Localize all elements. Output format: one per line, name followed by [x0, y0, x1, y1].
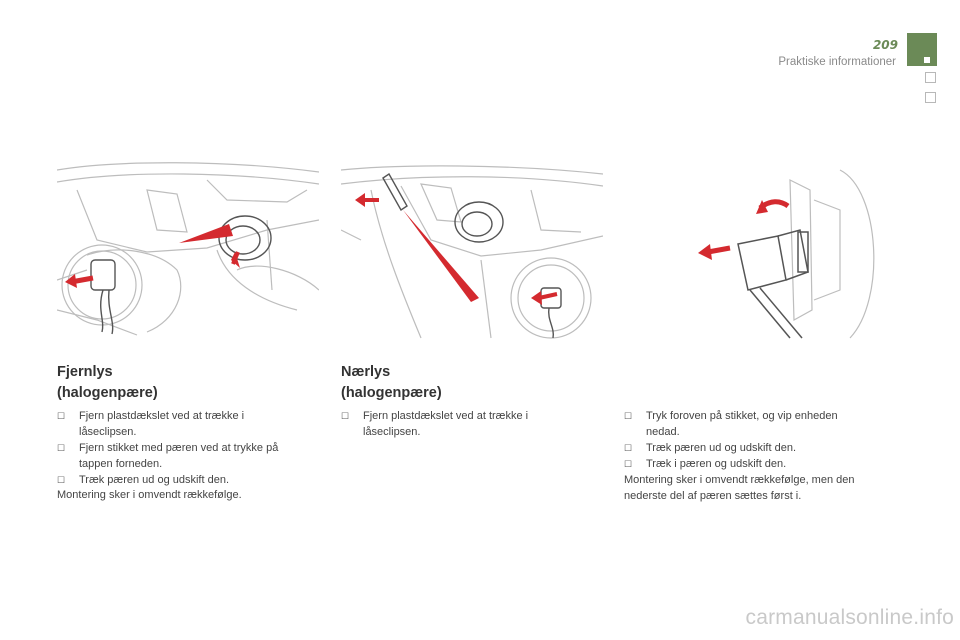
ballot-box-icon: ☐ — [624, 443, 633, 453]
ballot-box-icon: ☐ — [57, 411, 66, 421]
low-beam-illustration — [341, 160, 603, 340]
page-number: 209 — [872, 38, 898, 52]
list-item: ☐ Fjern stikket med pæren ved at trykke på tappen forneden. — [57, 442, 279, 470]
ballot-box-icon: ☐ — [57, 475, 66, 485]
list-item: ☐ Tryk foroven på stikket, og vip enheden nedad. — [624, 410, 838, 438]
watermark: carmanualsonline.info — [745, 606, 954, 629]
ballot-box-icon: ☐ — [624, 459, 633, 469]
list-item: ☐ Træk pæren ud og udskift den. — [57, 474, 230, 486]
list-item: ☐ Træk i pæren og udskift den. — [624, 458, 787, 470]
list-item: ☐ Fjern plastdækslet ved at trække i låseclipsen. — [341, 410, 529, 438]
bulb-removal-illustration — [690, 160, 886, 340]
high-beam-illustration — [57, 160, 319, 340]
bulb-note: Montering sker i omvendt rækkefølge, men den nederste del af pæren sættes først i. — [624, 474, 855, 502]
high-beam-steps — [57, 408, 317, 488]
low-beam-title: Nærlys (halogenpære) — [341, 364, 442, 401]
chapter-tab — [907, 33, 937, 66]
chapter-box-icon — [925, 92, 936, 103]
high-beam-note: Montering sker i omvendt rækkefølge. — [57, 489, 242, 501]
chapter-box-icon — [925, 72, 936, 83]
ballot-box-icon: ☐ — [341, 411, 350, 421]
low-beam-steps — [341, 408, 601, 440]
chapter-marker-icon — [924, 57, 930, 63]
list-item: ☐ Træk pæren ud og udskift den. — [624, 442, 797, 454]
high-beam-title: Fjernlys (halogenpære) — [57, 364, 158, 401]
ballot-box-icon: ☐ — [624, 411, 633, 421]
section-title: Praktiske informationer — [778, 56, 896, 68]
ballot-box-icon: ☐ — [57, 443, 66, 453]
bulb-steps — [624, 408, 904, 472]
list-item: ☐ Fjern plastdækslet ved at trække i låseclipsen. — [57, 410, 245, 438]
